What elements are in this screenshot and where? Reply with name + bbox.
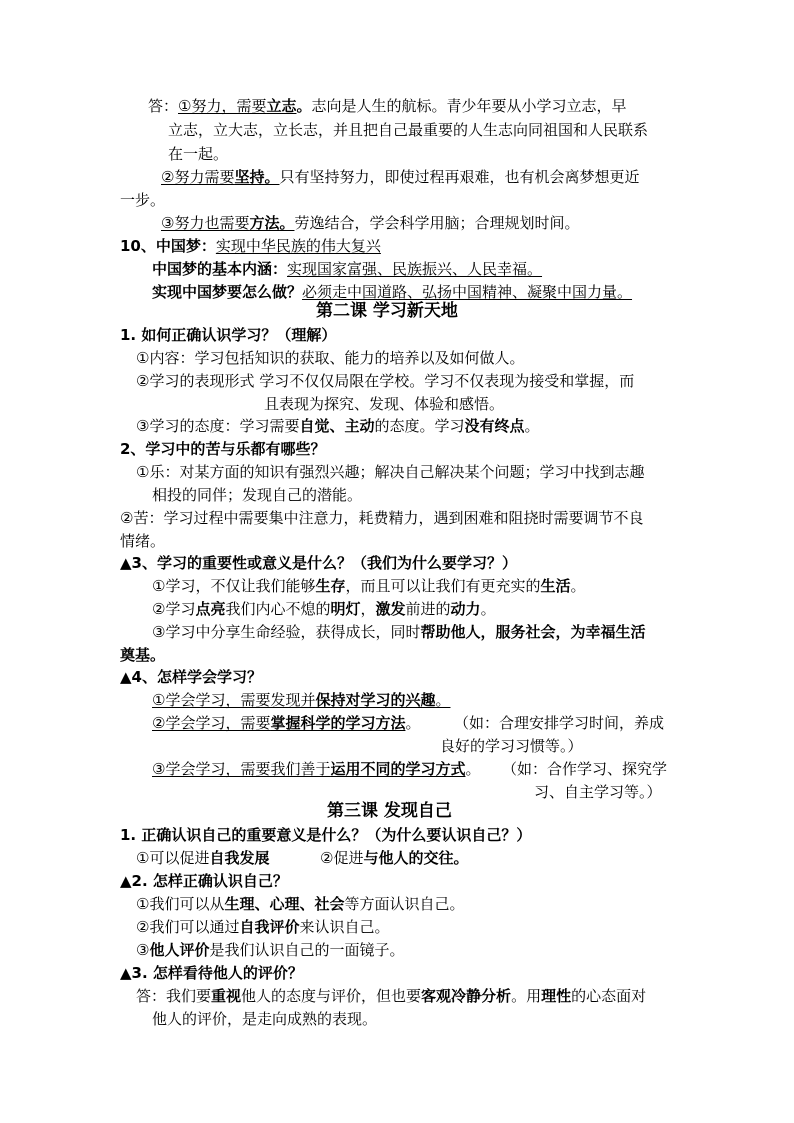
q4-a3-underlined [152,760,465,778]
q1-a3-mid: 的态度。学习 [374,417,465,435]
lesson-2-title: 第二课 学习新天地 [316,301,458,321]
l3-q2-a3-part-1: ③ [136,941,150,959]
l3-q2-a1-sep-1: 、 [254,895,270,913]
q3-a2-keyword-2: 明灯 [330,600,361,618]
lesson-2-q3-answer-3-line-2: 奠基。 [120,646,166,664]
china-dream-connotation [152,258,542,280]
lesson-2-q1-answer-2-line-2: 且表现为探究、发现、体验和感悟。 [264,395,505,413]
l3-q2-a3-part-2: 是我们认识自己的一面镜子。 [209,941,405,959]
l3-q2-a2-part-2: 来认识自己。 [299,918,390,936]
answer-3-keyword: 方法 [249,214,280,232]
l3-q3-a-part-3: 。用 [511,987,542,1005]
answer-1-rest: 志向是人生的航标。青少年要从小学习立志，早 [311,97,627,115]
lesson-3-q1-answer-1 [136,847,269,869]
q3-a1-part-2: ，而且可以让我们有更充实的 [345,577,541,595]
question-10-label: 10、中国梦： [120,237,216,255]
lesson-3-title: 第三课 发现自己 [327,801,452,821]
answer-2-line-2: 一步。 [120,191,166,209]
connotation-label: 中国梦的基本内涵： [152,260,288,278]
lesson-2-q4-answer-3-note-2: 习、自主学习等。） [534,783,662,801]
q3-a2-keyword-4: 动力 [450,600,481,618]
lesson-3-q2-answer-2 [136,916,389,938]
answer-1-lead-text: ①努力，需要 [178,97,267,115]
how-answer: 必须走中国道路、弘扬中国精神、凝聚中国力量。 [302,283,633,301]
lesson-2-question-3: ▲3、学习的重要性或意义是什么？（我们为什么要学习？） [120,554,517,572]
answer-label: 答： [148,97,179,115]
q4-a1-part-1: ①学会学习，需要发现并 [152,691,316,709]
q3-a1-keyword-2: 生活 [540,577,571,595]
lesson-2-q4-answer-2-note-2: 良好的学习习惯等。） [440,737,583,755]
l3-q2-a1-part-1: ①我们可以从 [136,895,225,913]
answer-2-rest: 只有坚持努力，即使过程再艰难，也有机会离梦想更近 [279,168,640,186]
l3-q2-a2-keyword: 自我评价 [239,918,300,936]
lesson-2-q1-answer-1: ①内容：学习包括知识的获取、能力的培养以及如何做人。 [136,349,525,367]
l3-q1-a2-keyword: 与他人的交往 [363,849,454,867]
q4-a1-underlined [152,691,450,709]
l3-q3-a-keyword-1: 重视 [211,987,242,1005]
l3-q2-a1-keyword-3: 社会 [314,895,345,913]
l3-q1-a2-part-2: 。 [453,849,469,867]
lesson-2-q4-answer-2-note-1: （如：合理安排学习时间，养成 [454,714,665,732]
l3-q2-a1-part-2: 等方面认识自己。 [344,895,465,913]
q1-a3-end: 。 [524,417,540,435]
lesson-3-question-1: 1. 正确认识自己的重要意义是什么？（为什么要认识自己？） [120,826,532,844]
q3-a2-part-1: ②学习 [152,600,196,618]
l3-q2-a2-part-1: ②我们可以通过 [136,918,240,936]
l3-q3-a-part-2: 他人的态度与评价，但也要 [241,987,422,1005]
q4-a2-underlined [152,714,405,732]
question-10 [120,235,381,257]
q4-a3-part-2: 。 [465,760,481,778]
answer-3-rest: 劳逸结合，学会科学用脑；合理规划时间。 [294,214,580,232]
q1-a3-keyword-2: 没有终点 [464,417,525,435]
lesson-2-q4-answer-1 [152,689,450,711]
lesson-3-question-3: ▲3. 怎样看待他人的评价？ [120,964,303,982]
lesson-2-q1-answer-2-line-1: ②学习的表现形式 学习不仅仅局限在学校。学习不仅表现为接受和掌握，而 [136,372,635,390]
answer-2-keyword: 坚持 [234,168,265,186]
l3-q2-a3-keyword: 他人评价 [149,941,210,959]
lesson-2-q2-answer-2-line-1: ②苦：学习过程中需要集中注意力，耗费精力，遇到困难和阻挠时需要调节不良 [120,509,644,527]
answer-2-lead [161,168,279,186]
l3-q2-a1-keyword-1: 生理 [224,895,255,913]
answer-1-punct: 。 [296,97,312,115]
how-label: 实现中国梦要怎么做？ [152,283,303,301]
q1-a3-lead: ③学习的态度：学习需要 [136,417,300,435]
l3-q3-a-keyword-2: 客观冷静分析 [421,987,512,1005]
lesson-3-q3-answer-line-2: 他人的评价，是走向成熟的表现。 [152,1010,378,1028]
lesson-2-q2-answer-1-line-2: 相投的同伴；发现自己的潜能。 [152,486,363,504]
answer-3-line-1 [161,212,580,234]
answer-3-punct: 。 [279,214,295,232]
q3-a2-part-2: 我们内心不熄的 [225,600,331,618]
l3-q3-a-part-1: 答：我们要 [136,987,212,1005]
q4-a1-keyword: 保持对学习的兴趣 [315,691,436,709]
lesson-2-q2-answer-1-line-1: ①乐：对某方面的知识有强烈兴趣；解决自己解决某个问题；学习中找到志趣 [136,463,645,481]
q3-a1-part-1: ①学习，不仅让我们能够 [152,577,316,595]
l3-q3-a-part-4: 的心态面对 [571,987,647,1005]
q3-a2-part-5: 。 [480,600,496,618]
l3-q2-a1-keyword-2: 心理 [269,895,300,913]
answer-1-lead [178,97,296,115]
q3-a3-part-1: ③学习中分享生命经验，获得成长，同时 [152,623,421,641]
lesson-2-q4-answer-3 [152,758,480,780]
q3-a1-part-3: 。 [570,577,586,595]
answer-2-line-1 [161,166,640,188]
lesson-2-q4-answer-3-note-1: （如：合作学习、探究学 [502,760,668,778]
l3-q1-a1-keyword: 自我发展 [209,849,270,867]
lesson-2-q3-answer-2 [152,598,496,620]
lesson-2-question-4: ▲4、怎样学会学习？ [120,668,262,686]
answer-1-line-2: 立志，立大志，立长志，并且把自己最重要的人生志向同祖国和人民联系 [168,121,649,139]
lesson-3-question-2: ▲2. 怎样正确认识自己？ [120,872,288,890]
lesson-2-q3-answer-3-line-1 [152,621,645,643]
answer-1-line-1 [148,95,627,117]
lesson-3-q2-answer-1 [136,893,465,915]
q4-a1-part-2: 。 [435,691,451,709]
lesson-3-q1-answer-2 [320,847,468,869]
q3-a2-part-4: 前进的 [405,600,451,618]
question-10-answer: 实现中华民族的伟大复兴 [215,237,381,255]
q4-a3-part-1: ③学会学习，需要我们善于 [152,760,331,778]
lesson-3-q3-answer-line-1 [136,985,646,1007]
lesson-3-q2-answer-3 [136,939,404,961]
lesson-2-q1-answer-3 [136,415,540,437]
lesson-2-q2-answer-2-line-2: 情绪。 [120,532,166,550]
lesson-2-question-2: 2、学习中的苦与乐都有哪些？ [120,440,326,458]
answer-3-lead [161,214,294,232]
l3-q1-a2-part-1: ②促进 [320,849,364,867]
q3-a2-keyword-3: 激发 [375,600,406,618]
l3-q3-a-keyword-3: 理性 [541,987,572,1005]
answer-1-keyword: 立志 [266,97,297,115]
answer-3-lead-text: ③努力也需要 [161,214,250,232]
q3-a1-keyword-1: 生存 [315,577,346,595]
lesson-2-q3-answer-1 [152,575,586,597]
q4-a2-part-2: 。 [405,714,421,732]
l3-q1-a1-part-1: ①可以促进 [136,849,210,867]
answer-2-lead-text: ②努力需要 [161,168,235,186]
q1-a3-keyword-1: 自觉、主动 [299,417,375,435]
lesson-2-question-1: 1. 如何正确认识学习？（理解） [120,326,337,344]
q4-a2-part-1: ②学会学习，需要 [152,714,271,732]
q3-a2-part-3: ， [360,600,376,618]
answer-2-punct: 。 [264,168,280,186]
l3-q2-a1-sep-2: 、 [299,895,315,913]
q4-a2-keyword: 掌握科学的学习方法 [270,714,406,732]
q3-a3-keyword-1: 帮助他人，服务社会，为幸福生活 [420,623,646,641]
answer-1-line-3: 在一起。 [168,145,229,163]
lesson-2-q4-answer-2 [152,712,420,734]
q4-a3-keyword: 运用不同的学习方式 [330,760,466,778]
connotation-answer: 实现国家富强、民族振兴、人民幸福。 [287,260,543,278]
q3-a2-keyword-1: 点亮 [195,600,226,618]
